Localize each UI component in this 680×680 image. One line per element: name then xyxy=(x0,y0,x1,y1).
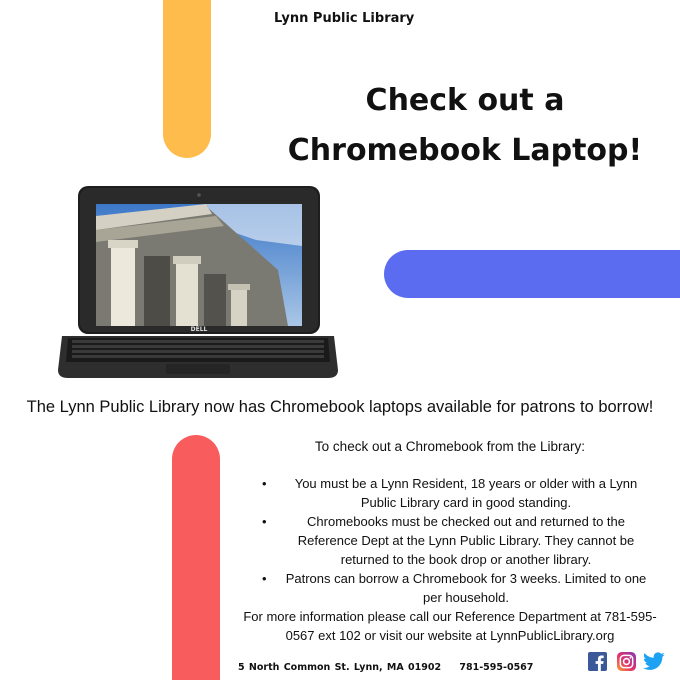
info-lead: To check out a Chromebook from the Library: xyxy=(314,439,586,454)
instagram-icon[interactable] xyxy=(617,652,636,671)
footer-contact xyxy=(238,662,533,673)
chromebook-laptop-image xyxy=(56,186,341,381)
library-name: Lynn Public Library xyxy=(274,11,415,26)
more-info-text: For more information please call our Reference Department at 781-595-0567 ext 102 or visit our website at LynnPublicLibrary.org xyxy=(243,609,657,643)
intro-text: The Lynn Public Library now has Chromebook laptops available for patrons to borrow! xyxy=(26,398,654,416)
laptop-brand-logo: DELL xyxy=(190,326,208,333)
decorative-yellow-bar xyxy=(163,0,211,158)
list-item: • Patrons can borrow a Chromebook for 3 weeks. Limited to one per household. xyxy=(240,569,660,607)
twitter-icon[interactable] xyxy=(643,652,665,671)
requirements-list xyxy=(240,474,660,607)
footer-address: 5 North Common St. Lynn, MA 01902 xyxy=(238,662,442,673)
list-item: • You must be a Lynn Resident, 18 years or older with a Lynn Public Library card in good standing. xyxy=(240,474,660,512)
checkout-info xyxy=(240,437,660,645)
headline xyxy=(270,76,660,176)
decorative-blue-bar xyxy=(384,250,680,298)
list-item: • Chromebooks must be checked out and returned to the Reference Dept at the Lynn Public Library. They cannot be returned to the book drop or another library. xyxy=(240,512,660,569)
decorative-red-bar xyxy=(172,435,220,680)
footer-phone: 781-595-0567 xyxy=(459,662,534,673)
headline-line-2: Chromebook Laptop! xyxy=(287,133,643,168)
headline-line-1: Check out a xyxy=(365,83,565,118)
facebook-icon[interactable] xyxy=(588,652,607,671)
